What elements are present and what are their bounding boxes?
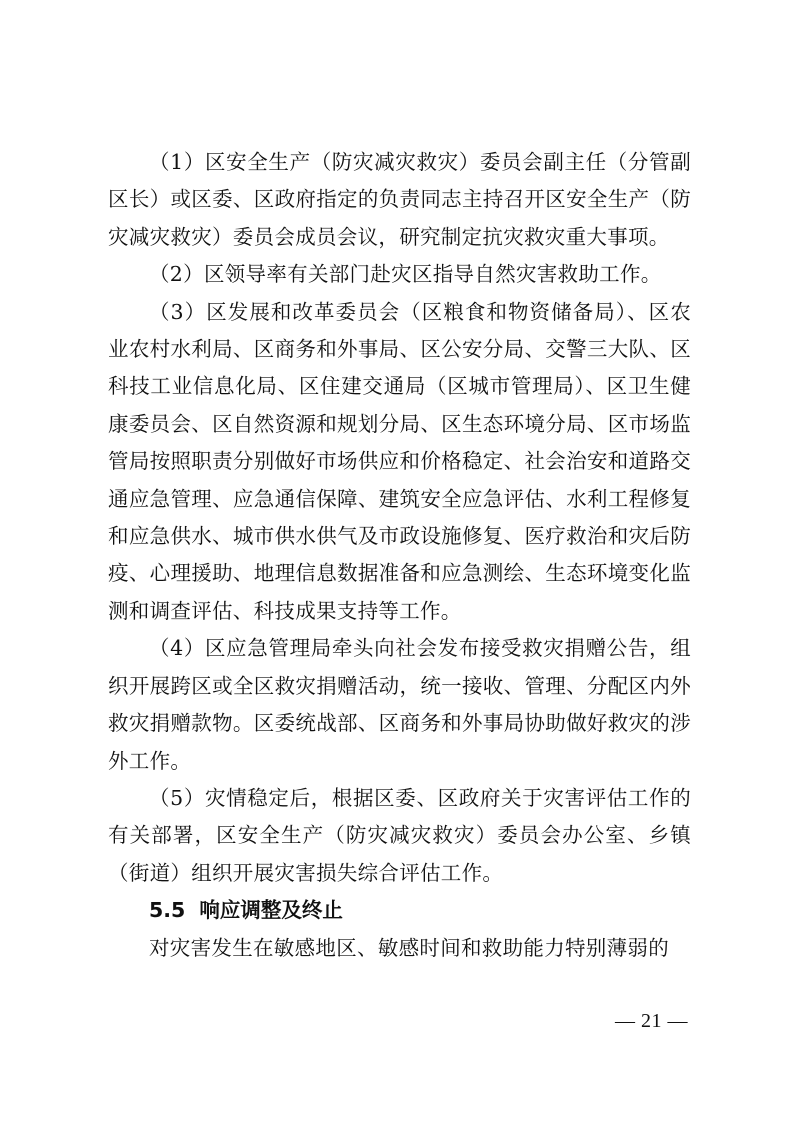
document-body xyxy=(108,144,691,967)
paragraph-5: （5）灾情稳定后，根据区委、区政府关于灾害评估工作的有关部署，区安全生产（防灾减灾救灾）委员会办公室、乡镇（街道）组织开展灾害损失综合评估工作。 xyxy=(108,785,691,885)
paragraph-2: （2）区领导率有关部门赴灾区指导自然灾害救助工作。 xyxy=(149,262,662,287)
section-title: 响应调整及终止 xyxy=(199,898,343,923)
paragraph-4: （4）区应急管理局牵头向社会发布接受救灾捐赠公告，组织开展跨区或全区救灾捐赠活动，统一接收、管理、分配区内外救灾捐赠款物。区委统战部、区商务和外事局协助做好救灾的涉外工作。 xyxy=(108,636,691,773)
closing-paragraph: 对灾害发生在敏感地区、敏感时间和救助能力特别薄弱的 xyxy=(149,935,669,960)
paragraph-3: （3）区发展和改革委员会（区粮食和物资储备局）、区农业农村水利局、区商务和外事局、区公安分局、交警三大队、区科技工业信息化局、区住建交通局（区城市管理局）、区卫生健康委员会、区自然资源和规划分局、区生态环境分局、区市场监管局按照职责分别做好市场供应和价格稳定、社会治安和道路交通应急管理、应急通信保障、建筑安全应急评估、水利工程修复和应急供水、城市供水供气及市政设施修复、医疗救治和灾后防疫、心理援助、地理信息数据准备和应急测绘、生态环境变化监测和调查评估、科技成果支持等工作。 xyxy=(108,299,691,623)
page-number: — 21 — xyxy=(615,1010,688,1032)
section-heading xyxy=(108,892,691,929)
paragraph-1: （1）区安全生产（防灾减灾救灾）委员会副主任（分管副区长）或区委、区政府指定的负责同志主持召开区安全生产（防灾减灾救灾）委员会成员会议，研究制定抗灾救灾重大事项。 xyxy=(108,150,691,249)
section-number: 5.5 xyxy=(149,898,186,923)
